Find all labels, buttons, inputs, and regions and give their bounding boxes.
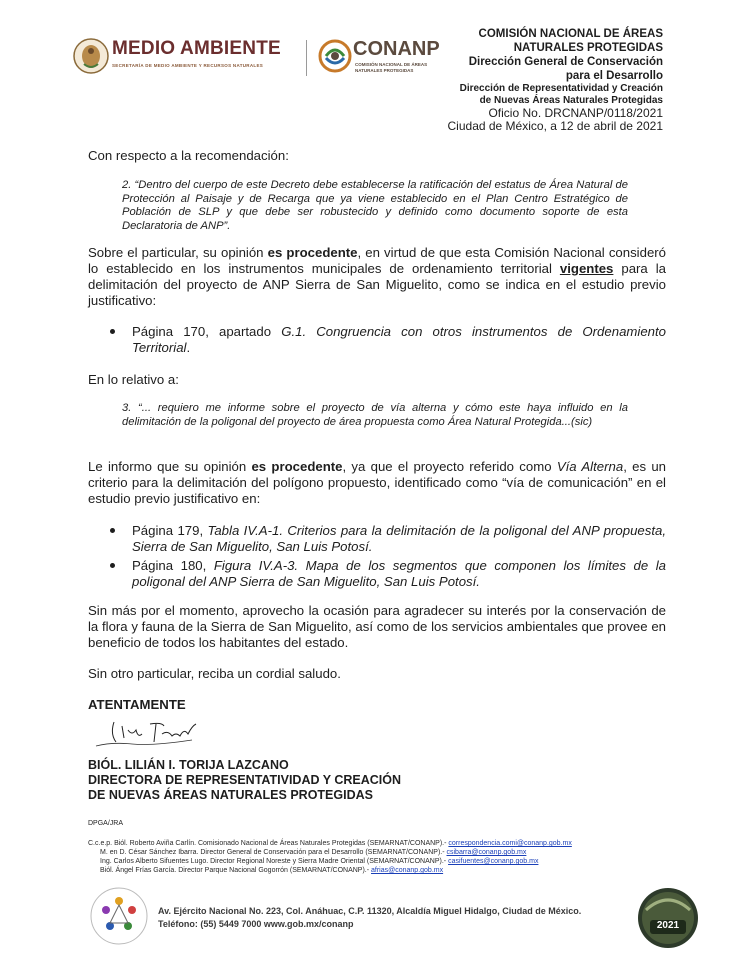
place-date: Ciudad de México, a 12 de abril de 2021 (447, 119, 663, 133)
logo-divider (306, 40, 307, 76)
footer-address: Av. Ejército Nacional No. 223, Col. Anáhuac, C.P. 11320, Alcaldía Miguel Hidalgo, Ciudad de México. (158, 906, 582, 916)
conanp-brand: CONANP (353, 38, 440, 60)
bullet-page-170: Página 170, apartado G.1. Congruencia con otros instrumentos de Ordenamiento Territorial. (132, 324, 666, 355)
header-subdirection-line2: de Nuevas Áreas Naturales Protegidas (479, 95, 663, 106)
bullet-page-180: Página 180, Figura IV.A-3. Mapa de los segmentos que componen los límites de la poligonal del ANP Sierra de San Miguelito, San Luis Potosí. (132, 558, 667, 589)
typist-initials: DPGA/JRA (88, 820, 124, 827)
intro-recommendation: Con respecto a la recomendación: (88, 148, 289, 163)
paragraph-opinion-1: Sobre el particular, su opinión es procedente, en virtud de que esta Comisión Nacional consideró lo establecido en los instrumentos municipales de ordenamiento territorial vigentes para la delimitación del proyecto de ANP Sierra de San Miguelito, como se indica en el estudio previo justificativo: (88, 245, 667, 308)
header-commission-line2: NATURALES PROTEGIDAS (513, 42, 663, 54)
ccp-line-2: M. en D. César Sánchez Ibarra. Director General de Conservación para el Desarrollo (SEMARNAT/CONANP).- csibarra@conanp.gob.mx (100, 849, 527, 856)
semarnat-subtitle: SECRETARÍA DE MEDIO AMBIENTE Y RECURSOS NATURALES (112, 63, 264, 68)
email-link[interactable]: correspondencia.comi@conanp.gob.mx (448, 840, 572, 847)
header-direction-line1: Dirección General de Conservación (468, 56, 663, 68)
paragraph-greeting: Sin otro particular, reciba un cordial saludo. (88, 666, 341, 681)
header-subdirection-line1: Dirección de Representatividad y Creación (459, 83, 663, 94)
header-commission-line1: COMISIÓN NACIONAL DE ÁREAS (478, 28, 663, 40)
ccp-line-1: C.c.e.p. Biól. Roberto Aviña Carlín. Comisionado Nacional de Áreas Naturales Protegidas (SEMARNAT/CONANP).- correspondencia.comi@conanp.gob.mx (88, 840, 572, 847)
paragraph-thanks: Sin más por el momento, aprovecho la ocasión para agradecer su interés por la conservación de la flora y fauna de la Sierra de San Miguelito, así como de los servicios ambientales que provee en beneficio de todos los habitantes del estado. (88, 603, 666, 650)
signatory-title-line2: DE NUEVAS ÁREAS NATURALES PROTEGIDAS (88, 788, 373, 802)
bullet-dot (110, 528, 115, 533)
signatory-name: BIÓL. LILIÁN I. TORIJA LAZCANO (88, 758, 289, 772)
conanp-logo (318, 38, 352, 74)
email-link[interactable]: afrias@conanp.gob.mx (371, 867, 444, 874)
paragraph-opinion-2: Le informo que su opinión es procedente, ya que el proyecto referido como Vía Alterna, es un criterio para la delimitación del polígono propuesto, identificado como “vía de comunicación” en el estudio previo justificativo en: (88, 459, 666, 506)
closing-atentamente: ATENTAMENTE (88, 697, 186, 712)
mexico-2021-seal (636, 886, 700, 950)
signatory-title-line1: DIRECTORA DE REPRESENTATIVIDAD Y CREACIÓN (88, 773, 402, 787)
email-link[interactable]: csibarra@conanp.gob.mx (446, 849, 527, 856)
mexico-coat-of-arms-logo (72, 36, 110, 76)
conanp-subtitle-1: COMISIÓN NACIONAL DE ÁREAS (355, 62, 428, 67)
ccp-line-3: Ing. Carlos Alberto Sifuentes Lugo. Director Regional Noreste y Sierra Madre Oriental (SEMARNAT/CONANP).- casifuentes@conanp.gob.mx (100, 858, 539, 865)
quoted-recommendation-3: 3. “... requiero me informe sobre el proyecto de vía alterna y cómo este haya influido en la delimitación de la poligonal del proyecto de área propuesta como Área Natural Protegida...(sic) (122, 402, 628, 428)
quoted-recommendation-2: 2. “Dentro del cuerpo de este Decreto debe establecerse la ratificación del estatus de Área Natural de Protección al Paisaje y de Recarga que ya viene establecido en el Plan Centro Estratégico de Población de SLP y que debe ser robustecido y definido como documento soporte de esta Declaratoria de ANP”. (122, 179, 628, 232)
seal-year-text: 2021 (656, 920, 680, 931)
bullet-dot (110, 563, 115, 568)
footer-telephone-web: Teléfono: (55) 5449 7000 www.gob.mx/conanp (158, 919, 354, 929)
intro-relative: En lo relativo a: (88, 372, 179, 387)
email-link[interactable]: casifuentes@conanp.gob.mx (448, 858, 539, 865)
ccp-line-4: Biól. Ángel Frías García. Director Parque Nacional Gogorrón (SEMARNAT/CONANP).- afrias@conanp.gob.mx (100, 867, 444, 874)
header-direction-line2: para el Desarrollo (565, 70, 663, 82)
oficio-number: Oficio No. DRCNANP/0118/2021 (488, 106, 663, 120)
conanp-subtitle-2: NATURALES PROTEGIDAS (355, 68, 414, 73)
bullet-page-179: Página 179, Tabla IV.A-1. Criterios para la delimitación de la poligonal del ANP propuesta, Sierra de San Miguelito, San Luis Potosí. (132, 523, 666, 554)
cultural-diversity-logo (88, 885, 150, 947)
bullet-dot (110, 329, 115, 334)
medio-ambiente-brand: MEDIO AMBIENTE (112, 38, 281, 59)
handwritten-signature (92, 712, 202, 756)
